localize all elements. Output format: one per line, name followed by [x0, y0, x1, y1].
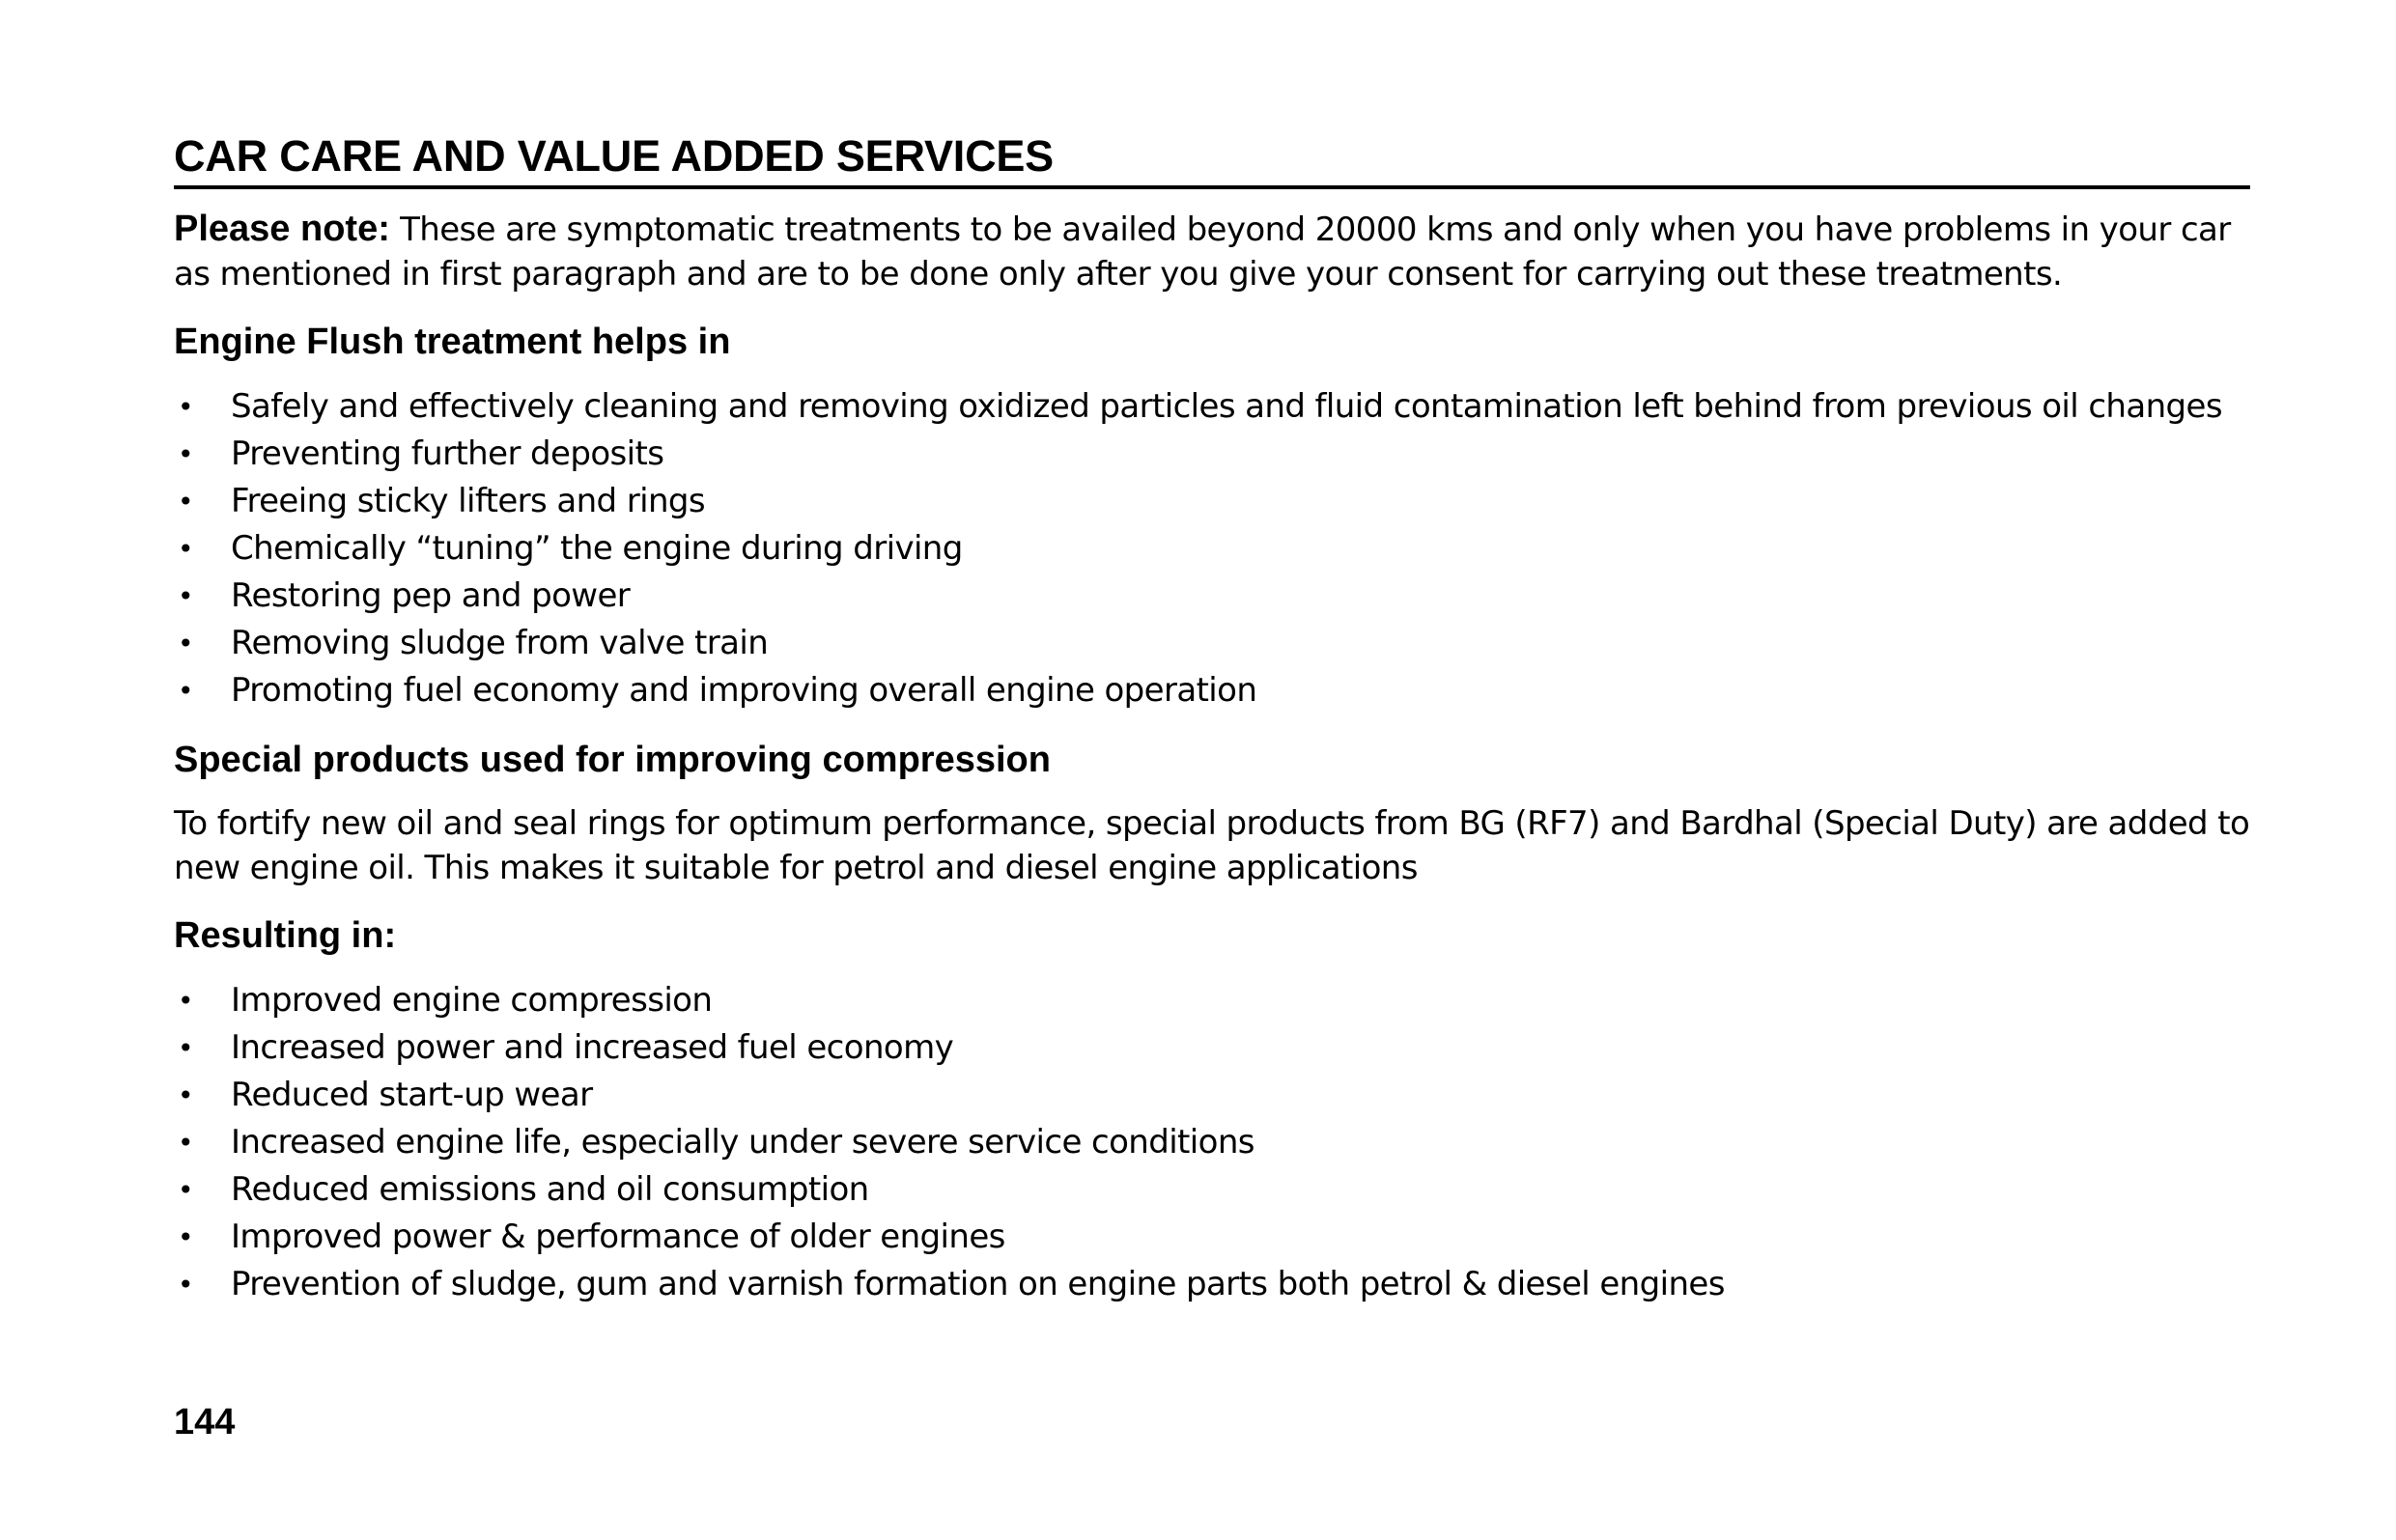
bullet-icon: •: [178, 391, 193, 423]
special-products-heading: Special products used for improving compression: [174, 740, 1051, 780]
list-item: [174, 478, 2250, 525]
engine-flush-list: [174, 383, 2250, 714]
list-item: [174, 573, 2250, 620]
list-item: [174, 1261, 2250, 1308]
bullet-icon: •: [178, 1079, 193, 1111]
list-item-text: Preventing further deposits: [231, 434, 664, 473]
list-item: [174, 1119, 2250, 1166]
results-heading: Resulting in:: [174, 915, 397, 956]
list-item: [174, 1214, 2250, 1261]
list-item: [174, 431, 2250, 478]
list-item-text: Reduced emissions and oil consumption: [231, 1170, 869, 1209]
list-item-text: Improved power & performance of older engines: [231, 1218, 1005, 1256]
engine-flush-heading: Engine Flush treatment helps in: [174, 322, 731, 362]
bullet-icon: •: [178, 1174, 193, 1206]
bullet-icon: •: [178, 985, 193, 1017]
list-item-text: Increased engine life, especially under severe service conditions: [231, 1123, 1254, 1162]
bullet-icon: •: [178, 1032, 193, 1064]
list-item-text: Restoring pep and power: [231, 576, 631, 615]
bullet-icon: •: [178, 628, 193, 659]
list-item-text: Safely and effectively cleaning and removing oxidized particles and fluid contamination left behind from previous oil changes: [231, 387, 2222, 426]
list-item-text: Reduced start-up wear: [231, 1076, 593, 1114]
list-item-text: Freeing sticky lifters and rings: [231, 482, 705, 520]
list-item: [174, 525, 2250, 573]
list-item: [174, 667, 2250, 714]
bullet-icon: •: [178, 533, 193, 565]
bullet-icon: •: [178, 1221, 193, 1253]
page-title: CAR CARE AND VALUE ADDED SERVICES: [174, 127, 2250, 189]
list-item: [174, 383, 2250, 431]
list-item: [174, 1024, 2250, 1072]
list-item-text: Improved engine compression: [231, 981, 713, 1020]
bullet-icon: •: [178, 675, 193, 707]
results-list: [174, 977, 2250, 1308]
special-products-paragraph: To fortify new oil and seal rings for optimum performance, special products from BG (RF7) and Bardhal (Special Duty) are added to new engine oil. This makes it suitable for petrol and diesel engine applications: [174, 804, 2250, 887]
note-label: Please note:: [174, 209, 390, 249]
list-item-text: Removing sludge from valve train: [231, 624, 769, 662]
bullet-icon: •: [178, 486, 193, 518]
list-item-text: Increased power and increased fuel economy: [231, 1028, 954, 1067]
list-item: [174, 1072, 2250, 1119]
list-item: [174, 977, 2250, 1024]
note-text: These are symptomatic treatments to be availed beyond 20000 kms and only when you have problems in your car as mentioned in first paragraph and are to be done only after you give your consent for carrying out these treatments.: [174, 210, 2231, 294]
note-paragraph: [174, 207, 2250, 296]
bullet-icon: •: [178, 580, 193, 612]
list-item-text: Chemically “tuning” the engine during driving: [231, 529, 963, 568]
list-item: [174, 620, 2250, 667]
bullet-icon: •: [178, 438, 193, 470]
list-item: [174, 1166, 2250, 1214]
page-content: [174, 127, 2250, 1308]
page-number: 144: [174, 1402, 236, 1442]
bullet-icon: •: [178, 1127, 193, 1159]
list-item-text: Prevention of sludge, gum and varnish formation on engine parts both petrol & diesel engines: [231, 1265, 1725, 1303]
list-item-text: Promoting fuel economy and improving overall engine operation: [231, 671, 1257, 710]
bullet-icon: •: [178, 1269, 193, 1301]
